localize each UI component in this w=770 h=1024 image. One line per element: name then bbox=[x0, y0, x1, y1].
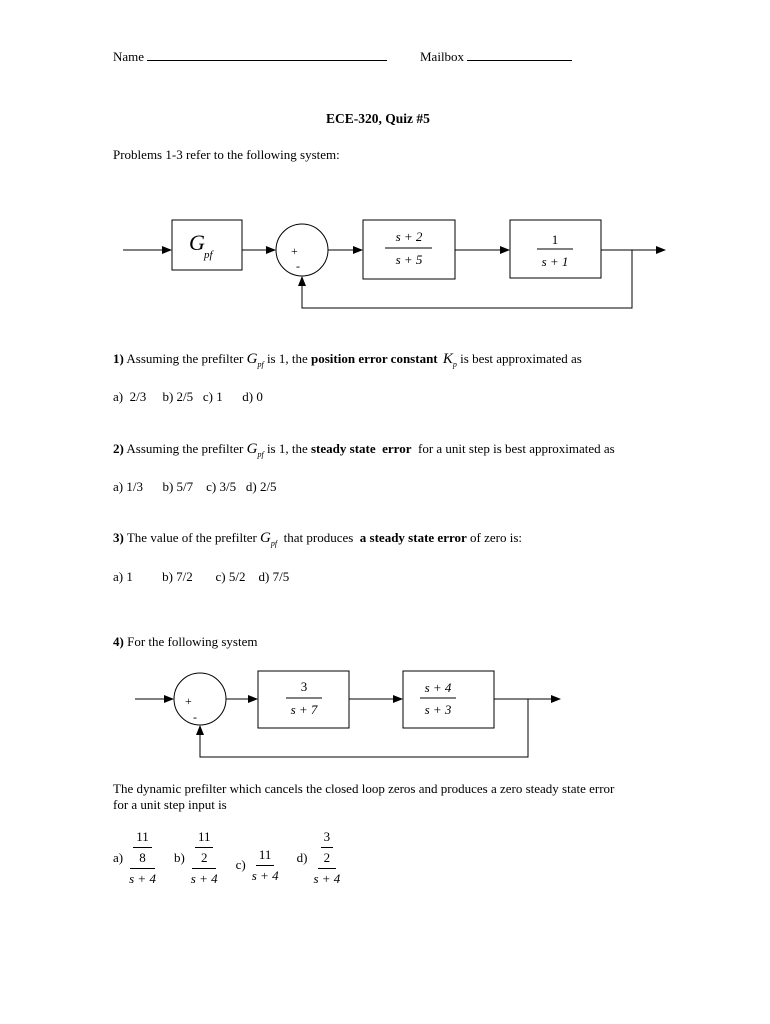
q4-option-d-mid: 2 bbox=[323, 850, 331, 865]
q4-description-2: for a unit step input is bbox=[113, 797, 227, 812]
q2-number: 2) bbox=[113, 441, 124, 456]
q4-option-a-num bbox=[130, 829, 155, 869]
q4-option-c-num: 11 bbox=[256, 847, 275, 866]
prefilter-G: G bbox=[189, 230, 205, 255]
q1-bold: position error constant bbox=[311, 351, 438, 366]
q4-description-1: The dynamic prefilter which cancels the closed loop zeros and produces a zero steady state error bbox=[113, 781, 615, 796]
q4-option-b-den: s + 4 bbox=[190, 871, 218, 886]
q1-G-sub: pf bbox=[257, 360, 264, 369]
summing-junction bbox=[276, 224, 328, 276]
q4-option-d-inner bbox=[321, 829, 334, 866]
block1-num: s + 2 bbox=[395, 229, 423, 244]
q3-text-a: The value of the prefilter bbox=[123, 530, 261, 545]
d2-sum-minus: - bbox=[193, 710, 197, 724]
feedback-path bbox=[302, 250, 632, 308]
q4-option-a-inner bbox=[133, 829, 152, 866]
question-3 bbox=[113, 530, 522, 547]
q3-number: 3) bbox=[113, 530, 124, 545]
q1-K: K bbox=[442, 351, 453, 367]
q4-option-b-mid: 2 bbox=[200, 850, 208, 865]
name-label: Name bbox=[113, 49, 145, 64]
d2-block2-num: s + 4 bbox=[424, 680, 452, 695]
question-1 bbox=[113, 351, 582, 368]
q4-option-b-num bbox=[192, 829, 217, 869]
q4-option-d-top: 3 bbox=[321, 829, 334, 848]
mailbox-label: Mailbox bbox=[420, 49, 465, 64]
q4-option-d-num bbox=[318, 829, 337, 869]
sum-plus: + bbox=[291, 244, 298, 258]
q4-option-a-den: s + 4 bbox=[129, 871, 156, 886]
q1-text-c: is best approximated as bbox=[456, 351, 582, 366]
block1-den: s + 5 bbox=[395, 252, 423, 267]
q2-text-b: is 1, the bbox=[263, 441, 311, 456]
q4-text: For the following system bbox=[123, 634, 258, 649]
q4-option-d-label: d) bbox=[296, 850, 308, 865]
q2-bold: steady state error bbox=[311, 441, 412, 456]
question-4 bbox=[113, 634, 257, 650]
q3-text-c: of zero is: bbox=[466, 530, 523, 545]
q3-G: G bbox=[260, 530, 271, 546]
q4-option-d-fraction bbox=[313, 829, 340, 887]
q4-option-c-label: c) bbox=[235, 857, 246, 872]
q4-option-a-label: a) bbox=[113, 850, 124, 865]
q2-G: G bbox=[246, 441, 258, 457]
q1-K-sub: p bbox=[452, 360, 457, 369]
q2-G-sub: pf bbox=[257, 450, 264, 459]
block2-den: s + 1 bbox=[541, 254, 569, 269]
q2-text-a: Assuming the prefilter bbox=[123, 441, 247, 456]
q4-option-b-fraction bbox=[191, 829, 218, 887]
intro-text: Problems 1-3 refer to the following system: bbox=[113, 147, 340, 162]
d2-block1-den: s + 7 bbox=[290, 702, 318, 717]
q4-option-a[interactable] bbox=[113, 829, 160, 887]
prefilter-sub: pf bbox=[204, 249, 213, 261]
q4-options bbox=[113, 829, 344, 887]
q4-option-b[interactable] bbox=[174, 829, 222, 887]
page-title: ECE-320, Quiz #5 bbox=[326, 111, 430, 126]
q3-bold: a steady state error bbox=[359, 530, 467, 545]
q3-G-sub: pf bbox=[270, 539, 278, 548]
q1-G: G bbox=[246, 351, 258, 367]
q1-text-a: Assuming the prefilter bbox=[123, 351, 247, 366]
q4-option-b-label: b) bbox=[173, 850, 185, 865]
d2-summing-junction bbox=[174, 673, 226, 725]
prefilter-block bbox=[172, 220, 242, 270]
sum-minus: - bbox=[296, 259, 300, 273]
q2-text-c: for a unit step is best approximated as bbox=[411, 441, 615, 456]
q4-option-d-den: s + 4 bbox=[313, 871, 341, 886]
q4-option-b-top: 11 bbox=[195, 829, 214, 848]
q4-option-a-top: 11 bbox=[133, 829, 152, 848]
q4-option-b-inner bbox=[195, 829, 214, 866]
q1-text-b: is 1, the bbox=[263, 351, 311, 366]
q4-option-c[interactable] bbox=[236, 833, 283, 884]
d2-block2-den: s + 3 bbox=[424, 702, 452, 717]
d2-block1-num: 3 bbox=[300, 679, 308, 694]
question-2 bbox=[113, 441, 615, 458]
q1-number: 1) bbox=[113, 351, 124, 366]
q1-answers: a) 2/3 b) 2/5 c) 1 d) 0 bbox=[113, 389, 263, 404]
q4-option-a-fraction bbox=[129, 829, 156, 887]
q4-option-a-mid: 8 bbox=[139, 850, 146, 865]
block2-num: 1 bbox=[551, 232, 559, 247]
q4-option-c-den: s + 4 bbox=[251, 867, 279, 883]
q4-option-d[interactable] bbox=[297, 829, 345, 887]
q2-answers: a) 1/3 b) 5/7 c) 3/5 d) 2/5 bbox=[113, 479, 277, 494]
q4-option-c-fraction bbox=[252, 847, 279, 884]
d2-sum-plus: + bbox=[185, 694, 192, 708]
q4-number: 4) bbox=[113, 634, 124, 649]
q3-answers: a) 1 b) 7/2 c) 5/2 d) 7/5 bbox=[113, 569, 290, 584]
q3-text-b: that produces bbox=[277, 530, 360, 545]
